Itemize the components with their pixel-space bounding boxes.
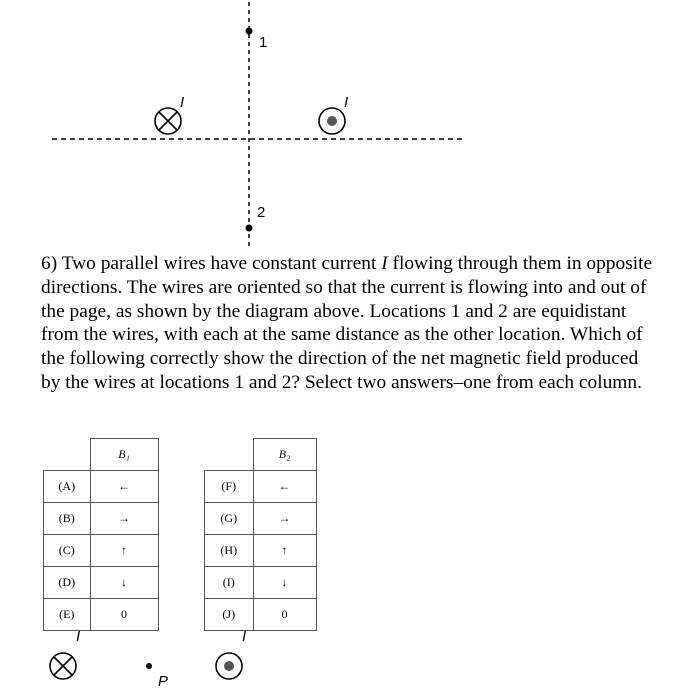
point-p-marker <box>146 663 152 669</box>
current-symbol: I <box>381 253 388 274</box>
answer-row-d[interactable]: (D) ↓ <box>44 566 159 598</box>
answer-table-b2 <box>204 438 317 631</box>
left-wire-into-page-icon <box>155 108 181 134</box>
answer-row-c[interactable]: (C) ↑ <box>44 534 159 566</box>
point-p-label: P <box>158 673 169 690</box>
location-2-point <box>246 225 253 232</box>
wire-diagram <box>0 0 693 250</box>
answer-table-b1 <box>43 438 159 631</box>
location-2-label: 2 <box>257 204 266 221</box>
bottom-left-current-label: I <box>76 628 81 645</box>
right-wire-current-label: I <box>344 94 349 111</box>
answer-row-b[interactable]: (B) → <box>44 502 159 534</box>
bottom-left-wire-into-page-icon <box>50 653 76 679</box>
b2-header: B₂ <box>253 439 316 471</box>
answer-row-j[interactable]: (J) 0 <box>205 598 317 630</box>
question-number: 6) <box>41 253 58 274</box>
bottom-right-wire-out-of-page-icon <box>216 653 242 679</box>
left-wire-current-label: I <box>180 94 185 111</box>
answer-row-i[interactable]: (I) ↓ <box>205 566 317 598</box>
answer-row-e[interactable]: (E) 0 <box>44 598 159 630</box>
answer-row-f[interactable]: (F) ← <box>205 470 317 502</box>
bottom-wire-diagram <box>0 630 693 700</box>
b1-header: B₁ <box>90 439 158 471</box>
question-text: 6) Two parallel wires have constant current I flowing through them in opposite directions. The wires are oriented so that the current is flowing into and out of the page, as shown by the diagram above. Locations 1 and 2 are equidistant from the wires, with each at the same distance as the other location. Which of the following correctly show the direction of the net magnetic field produced by the wires at locations 1 and 2? Select two answers–one from each column. <box>41 253 653 393</box>
right-wire-out-of-page-icon <box>319 108 345 134</box>
answer-row-a[interactable]: (A) ← <box>44 470 159 502</box>
answer-row-g[interactable]: (G) → <box>205 502 317 534</box>
bottom-right-current-label: I <box>242 628 247 645</box>
location-1-label: 1 <box>259 34 268 51</box>
location-1-point <box>246 28 253 35</box>
answer-row-h[interactable]: (H) ↑ <box>205 534 317 566</box>
